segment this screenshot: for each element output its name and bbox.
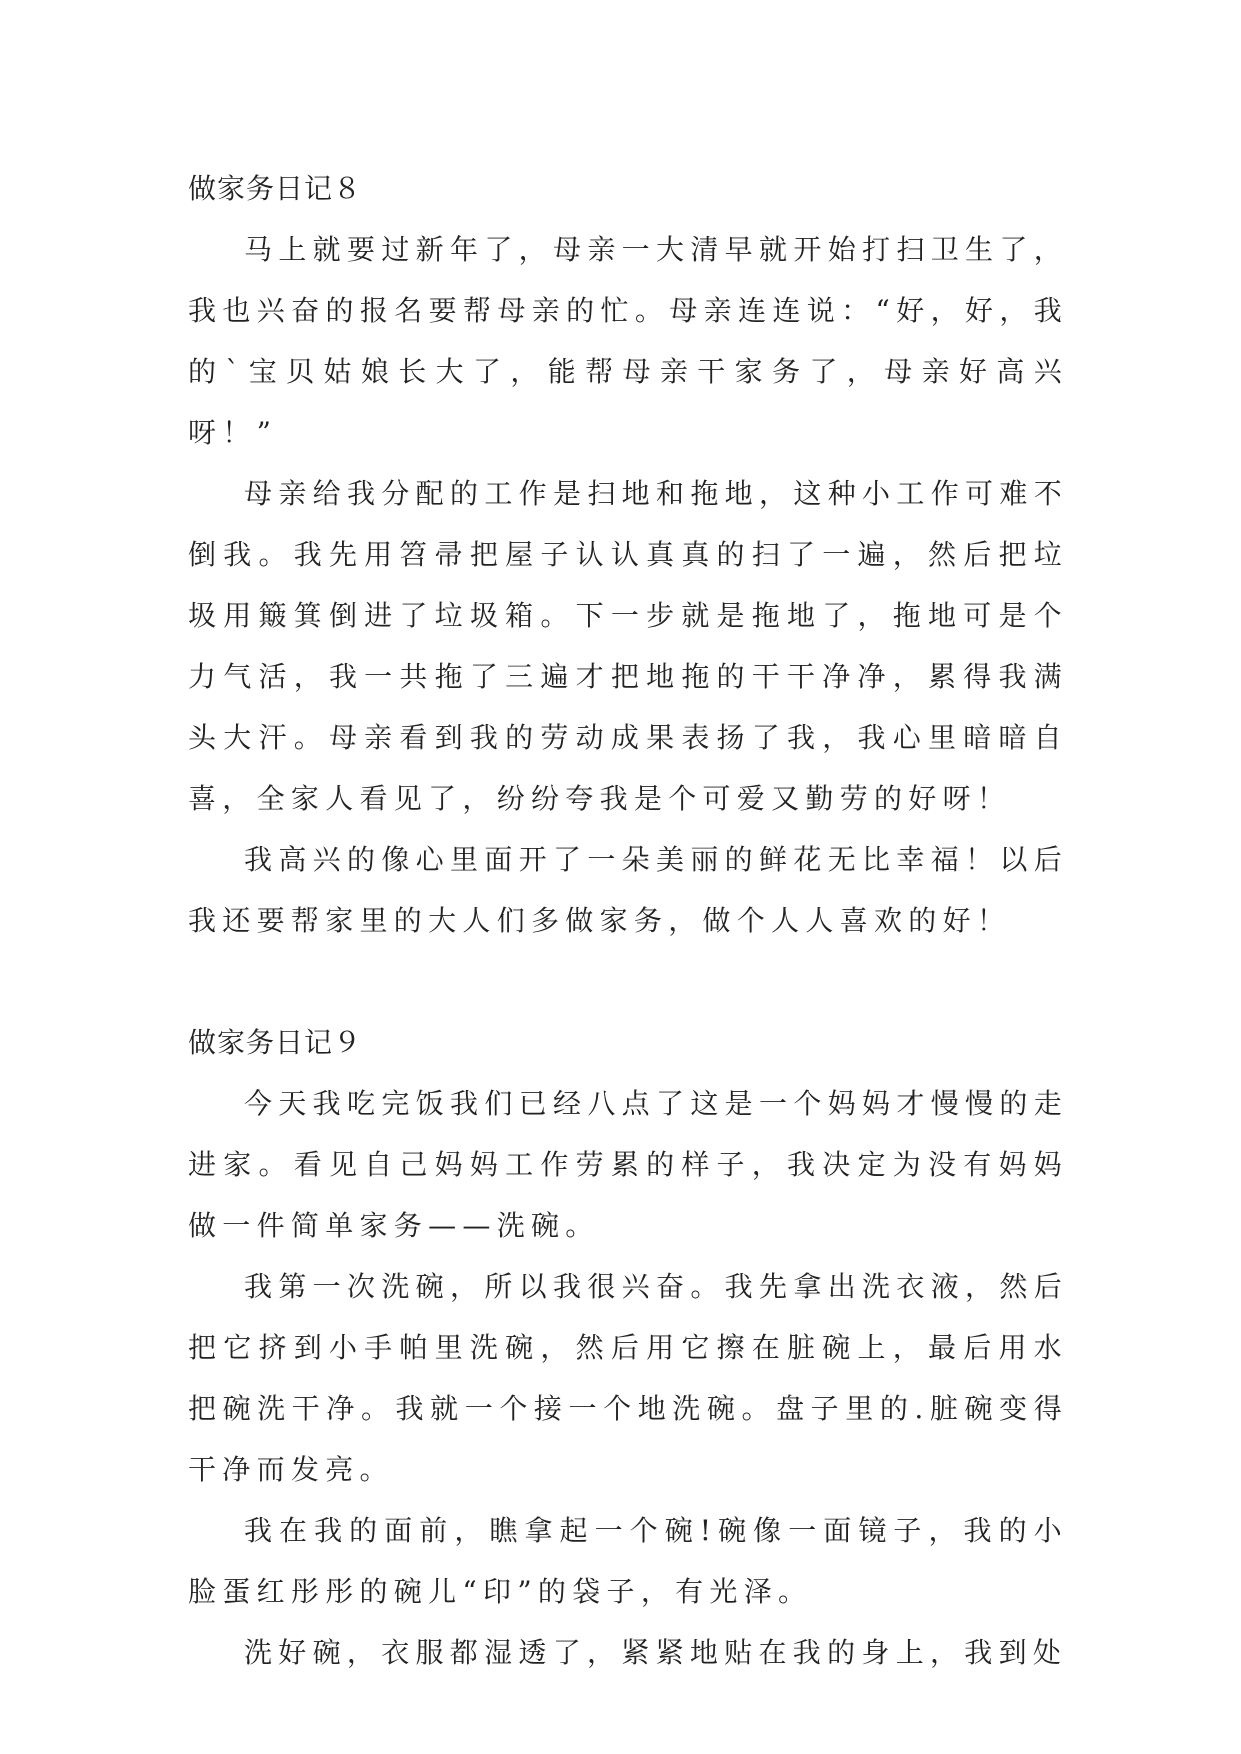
paragraph: 洗好碗，衣服都湿透了，紧紧地贴在我的身上，我到处 bbox=[244, 1636, 1068, 1669]
document-body bbox=[188, 158, 1068, 1683]
diary-entry-8 bbox=[188, 158, 1068, 951]
paragraph: 母亲给我分配的工作是扫地和拖地，这种小工作可难不倒我。我先用笤帚把屋子认认真真的扫了一遍，然后把垃圾用簸箕倒进了垃圾箱。下一步就是拖地了，拖地可是个力气活，我一共拖了三遍才把地拖的干干净净，累得我满头大汗。母亲看到我的劳动成果表扬了我，我心里暗暗自喜，全家人看见了，纷纷夸我是个可爱又勤劳的好呀！ bbox=[188, 477, 1068, 815]
entry-title: 做家务日记９ bbox=[188, 1026, 363, 1059]
paragraph: 今天我吃完饭我们已经八点了这是一个妈妈才慢慢的走进家。看见自己妈妈工作劳累的样子，我决定为没有妈妈做一件简单家务——洗碗。 bbox=[188, 1087, 1068, 1242]
entry-title: 做家务日记８ bbox=[188, 172, 363, 205]
paragraph: 马上就要过新年了，母亲一大清早就开始打扫卫生了，我也兴奋的报名要帮母亲的忙。母亲连连说：“好，好，我的`宝贝姑娘长大了，能帮母亲干家务了，母亲好高兴呀！” bbox=[188, 233, 1068, 449]
diary-entry-9 bbox=[188, 1012, 1068, 1683]
paragraph: 我高兴的像心里面开了一朵美丽的鲜花无比幸福！以后我还要帮家里的大人们多做家务，做个人人喜欢的好！ bbox=[188, 843, 1068, 937]
paragraph: 我第一次洗碗，所以我很兴奋。我先拿出洗衣液，然后把它挤到小手帕里洗碗，然后用它擦在脏碗上，最后用水把碗洗干净。我就一个接一个地洗碗。盘子里的.脏碗变得干净而发亮。 bbox=[188, 1270, 1068, 1486]
paragraph: 我在我的面前，瞧拿起一个碗!碗像一面镜子，我的小脸蛋红彤彤的碗儿“印”的袋子，有光泽。 bbox=[188, 1514, 1068, 1608]
